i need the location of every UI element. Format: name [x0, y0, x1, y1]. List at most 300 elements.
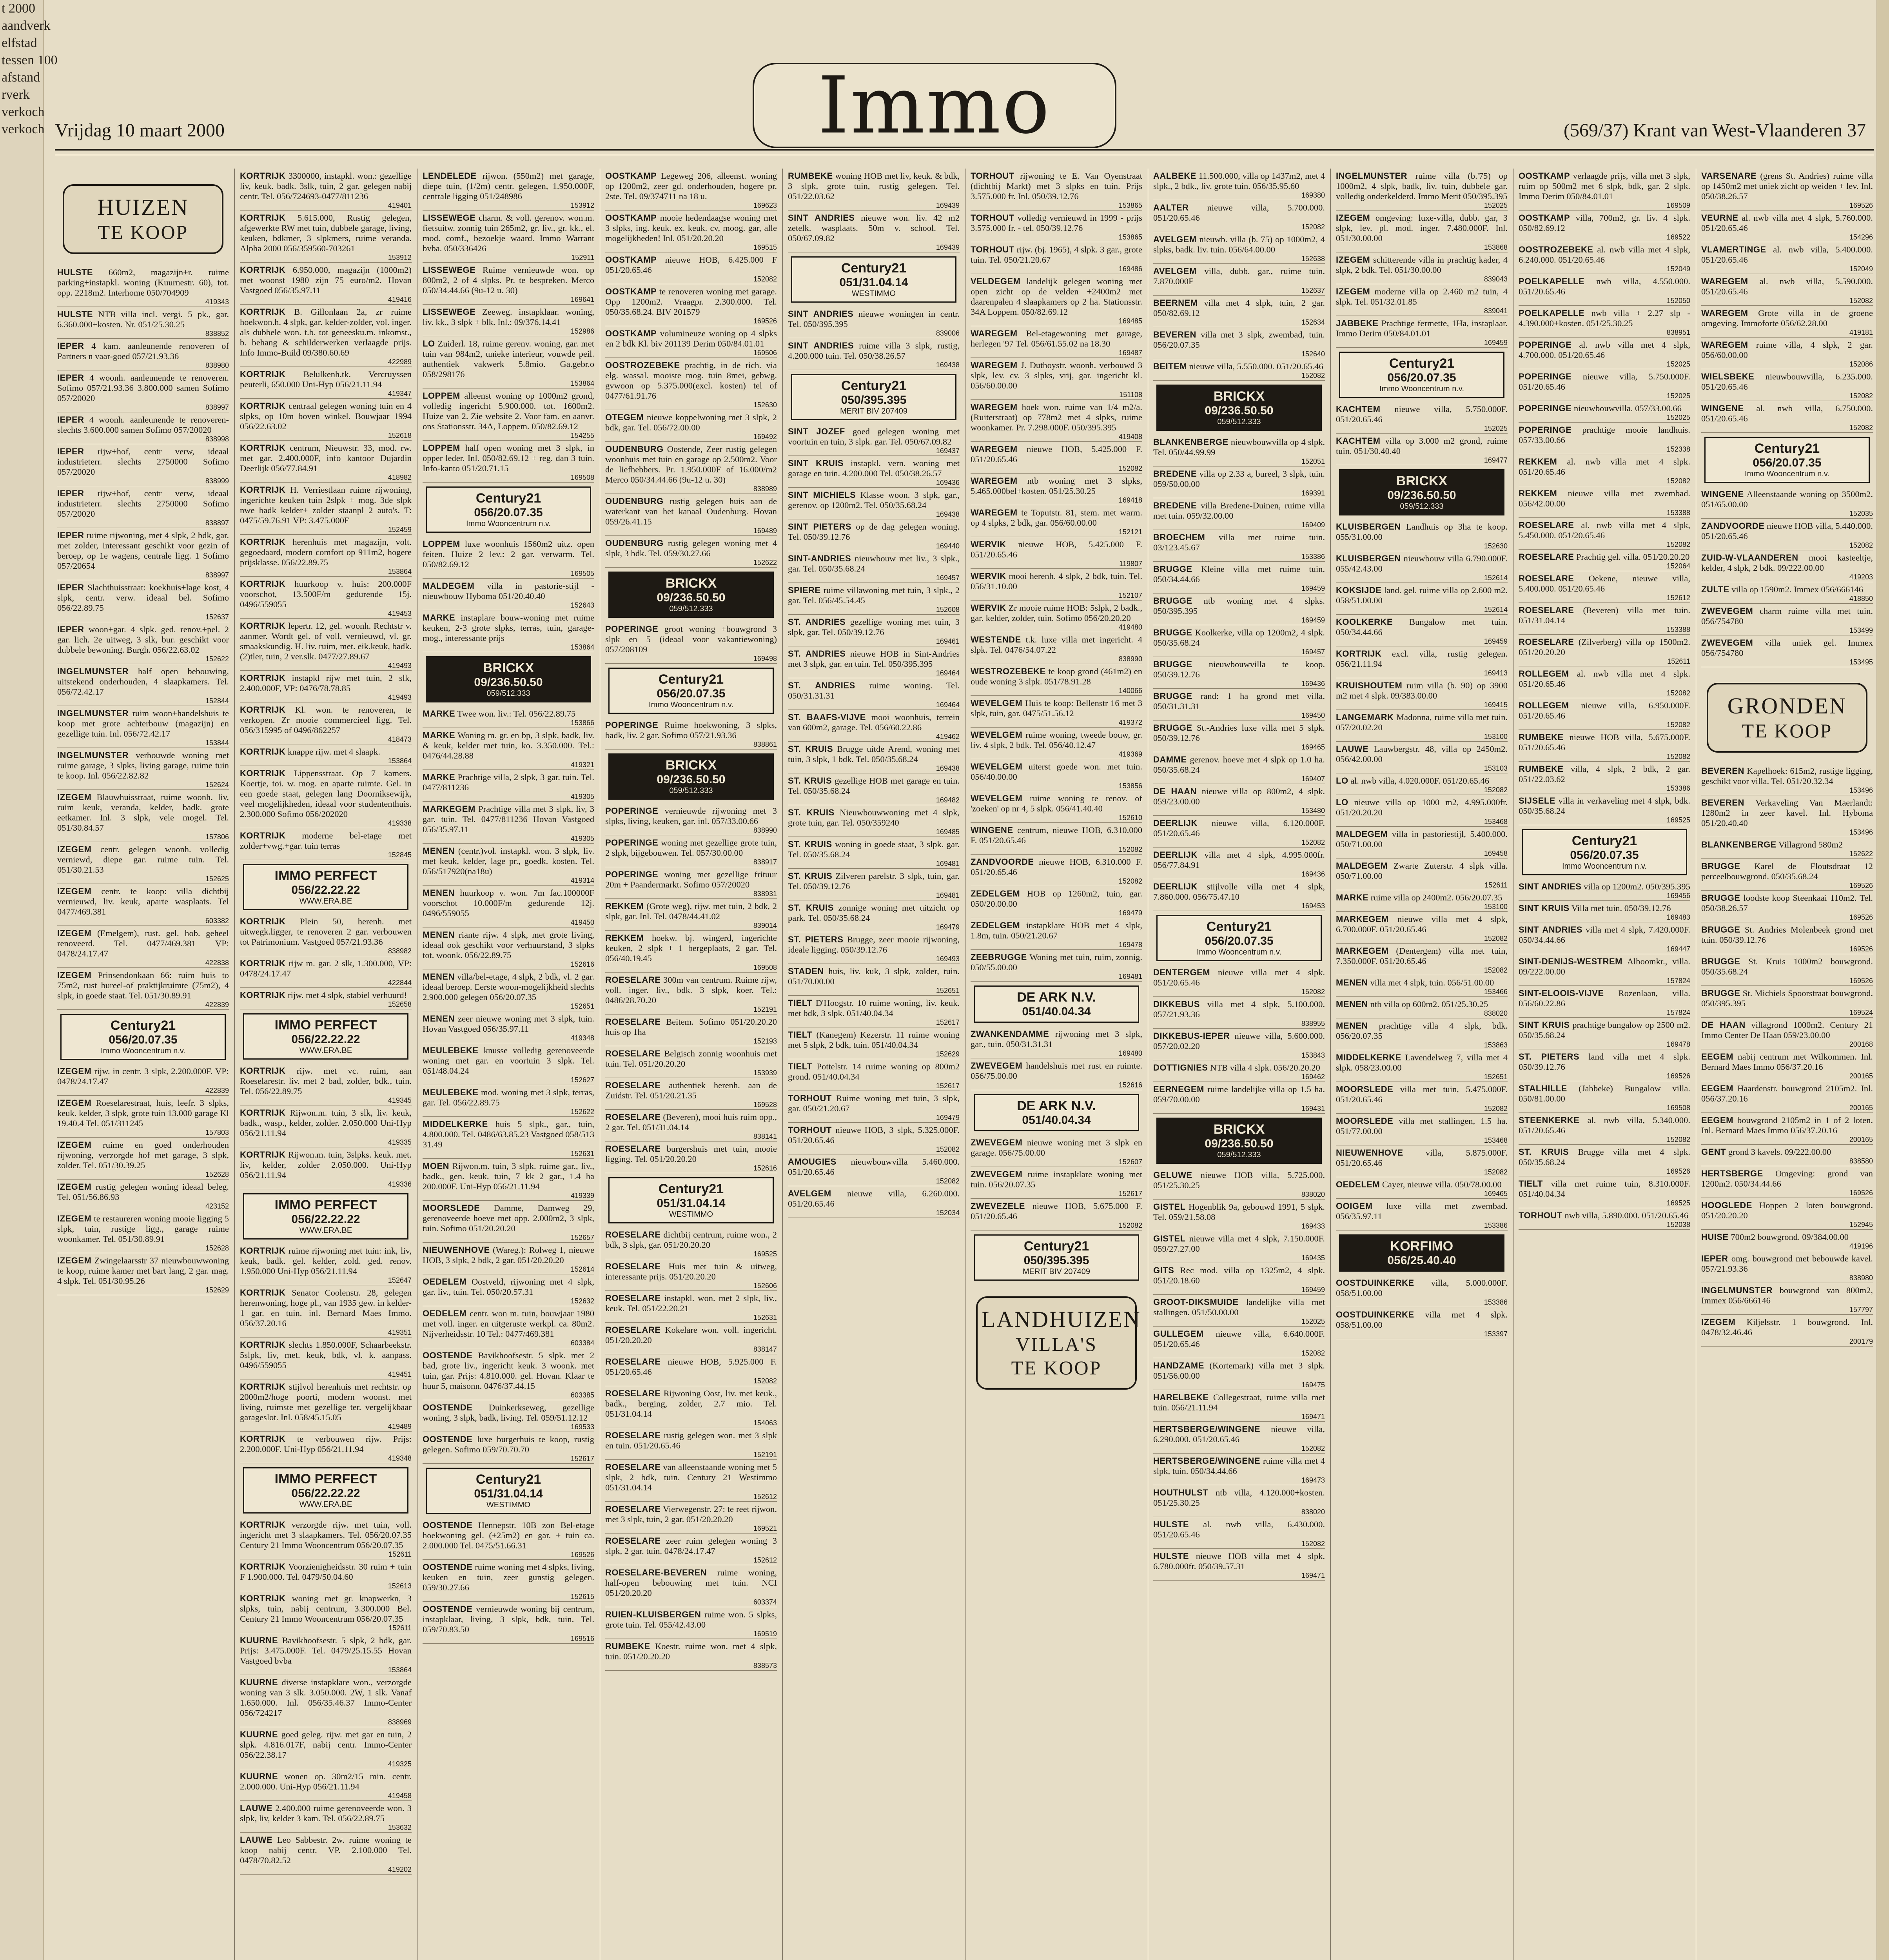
ad-text: huurkoop v. huis: 200.000F voorschot, 13.500F/m gedurende 15j. 0496/559055	[240, 579, 412, 609]
ad-reference: 419369	[1118, 750, 1142, 758]
ad-keyword: INGELMUNSTER	[57, 708, 129, 718]
ad-reference: 153397	[1484, 1330, 1508, 1338]
ad-keyword: KUURNE	[240, 1635, 278, 1645]
ad-keyword: ROESELARE	[1519, 637, 1574, 647]
ad-keyword: DIKKEBUS	[1153, 999, 1200, 1009]
classified-ad	[1336, 211, 1508, 252]
ad-text: verbouwde woning met ruime garage, 3 slpks, living garage, ruime tuin te koop. Inl. 056/22.82.82	[57, 750, 229, 780]
classified-ad	[1701, 306, 1873, 338]
ad-text: Hogenblik 9a, gebouwd 1991, 5 slpk. Tel. 059/21.58.08	[1153, 1202, 1325, 1222]
classified-ad	[1701, 891, 1873, 922]
ad-reference: 153386	[1484, 1298, 1508, 1306]
ad-text: huis, liv. kuk, 3 slpk, zolder, tuin. 051/70.00.00	[788, 966, 960, 986]
ad-keyword: SINT KRUIS	[1519, 1020, 1570, 1030]
adjacent-page-fragment	[0, 0, 58, 1960]
ad-reference: 152651	[570, 1002, 594, 1010]
ad-text: NTB villa incl. vergi. 5 pk., gar. 6.360.000+kosten. Nr. 051/25.30.25	[57, 309, 229, 329]
ad-text: nieuwe villa, 6.950.000F. 051/20.65.46	[1519, 701, 1690, 720]
ad-keyword: TORHOUT	[971, 245, 1014, 254]
ad-keyword: MEULEBEKE	[423, 1045, 479, 1055]
ad-keyword: INGELMUNSTER	[57, 666, 129, 676]
ad-text: centrum, nieuwe HOB, 6.310.000 F. 051/20.65.46	[971, 825, 1142, 845]
ad-reference: 419401	[388, 201, 412, 209]
classified-ad	[423, 1400, 594, 1432]
ad-reference: 169521	[753, 1524, 777, 1532]
ad-text: te Toputstr. 81, stem. met warm. op 4 slpks, 2 bdk, gar. 056/60.00.00	[971, 508, 1143, 528]
agency-logo-century21	[1522, 829, 1687, 875]
classified-ad	[240, 1633, 412, 1675]
ad-text: prachtige mooie landhuis. 057/33.00.66	[1519, 425, 1690, 445]
ad-reference: 152082	[753, 1377, 777, 1385]
classified-ad	[1701, 401, 1873, 433]
ad-reference: 419305	[570, 793, 594, 800]
ad-reference: 152121	[1118, 528, 1142, 536]
ad-reference: 418473	[388, 735, 412, 743]
classified-ad	[57, 1138, 229, 1180]
ad-reference: 152647	[388, 1276, 412, 1284]
classified-ad	[240, 828, 412, 860]
ad-text: ruime villa (b.'75) op 1000m2, 4 slpk, badk, liv. tuin, dubbele gar. volledig onderkelderd. Immo Merit 050/395.395	[1336, 171, 1508, 201]
classified-ad	[240, 1147, 412, 1189]
section-header-line: HUIZEN	[97, 194, 189, 220]
ad-keyword: POPERINGE	[605, 838, 659, 848]
ad-reference: 169473	[1301, 1476, 1325, 1484]
classified-ad	[1701, 338, 1873, 369]
ad-text: gezellige HOB met garage en tuin. Tel. 050/35.68.24	[788, 776, 960, 796]
ad-keyword: LISSEWEGE	[423, 265, 476, 275]
ad-keyword: KOOLKERKE	[1336, 617, 1393, 627]
ad-keyword: OOIGEM	[1336, 1201, 1373, 1211]
ad-text: nabij centrum met Wilkommen. Inl. Bernard Maes Immo 056/37.20.16	[1701, 1052, 1873, 1072]
ad-reference: 153866	[570, 719, 594, 727]
ad-reference: 152049	[1666, 265, 1690, 273]
ad-text: bouwgrond 2105m2 in 1 of 2 loten. Inl. Bernard Maes Immo 056/37.20.16	[1701, 1115, 1873, 1135]
ad-reference: 152628	[205, 1244, 229, 1252]
classified-ad	[971, 1135, 1142, 1167]
ad-text: landelijke villa met stallingen. 051/50.00.00	[1153, 1297, 1325, 1317]
section-header-gronden	[1707, 683, 1867, 753]
classified-ad	[788, 900, 960, 932]
ad-keyword: OTEGEM	[605, 412, 644, 422]
agency-logo-brand: IMMO PERFECT	[274, 1198, 377, 1212]
ad-text: bouwgrond van 800m2, Immex 056/666146	[1701, 1285, 1873, 1305]
ad-keyword: KUURNE	[240, 1730, 278, 1739]
classified-ad	[240, 766, 412, 828]
ad-reference: 152025	[1301, 1318, 1325, 1325]
ad-text: nieuwe villa met zwembad. 056/42.00.00	[1519, 488, 1690, 508]
ad-text: Duinkerkseweg, gezellige woning, 3 slpk, badk, living. Tel. 059/51.12.12	[423, 1403, 594, 1423]
ad-keyword: HERTSBERGE/WINGENE	[1153, 1424, 1261, 1434]
classified-ad	[57, 307, 229, 339]
classified-ad	[1519, 571, 1690, 603]
ad-text: nieuwe villa, 5.600.000. 057/20.02.20	[1153, 1031, 1325, 1051]
ad-keyword: BRUGGE	[1153, 723, 1192, 733]
ad-text: ruime woning, half-open bebouwing met tuin. NCI 051/20.20.20	[605, 1568, 777, 1598]
classified-ad	[1336, 827, 1508, 858]
ad-text: nieuwe villa op 1000 m2, 4.995.000fr. 051/20.20.20	[1336, 797, 1508, 817]
classified-ad	[57, 265, 229, 307]
ad-keyword: ZEDELGEM	[971, 889, 1020, 898]
ad-reference: 152082	[1301, 838, 1325, 846]
classified-ad	[240, 1338, 412, 1379]
ad-keyword: MOORSLEDE	[423, 1203, 480, 1213]
ad-text: Woning met tuin, ruim, zonnig. 050/55.00.00	[971, 952, 1142, 972]
classified-ad	[1519, 1018, 1690, 1049]
ad-text: landelijk gelegen woning met open zicht op de velden +2400m2 met daarenpalen 4 slaapkamers op 2 ha. Stationsstr. 34A Loppem. 050/82.69.12	[971, 276, 1142, 317]
ad-keyword: POPERINGE	[605, 720, 659, 730]
classified-ad	[1153, 1358, 1325, 1390]
ad-text: rijwoning te E. Van Oyenstraat (dichtbij Markt) met 3 slpks en tuin. Prijs 3.575.000 fr. Inl. 050/39.12.76	[971, 171, 1142, 201]
classified-ad	[1701, 487, 1873, 519]
section-header-landhuizen	[976, 1296, 1141, 1390]
ad-reference: 153868	[1484, 243, 1508, 251]
ad-reference: 169433	[1301, 1222, 1325, 1230]
ad-keyword: ROESELARE	[605, 1144, 661, 1154]
ad-reference: 169380	[1301, 191, 1325, 199]
ad-keyword: WAREGEM	[971, 476, 1018, 486]
ad-column	[55, 169, 231, 1960]
ad-reference: 169450	[1301, 711, 1325, 719]
ad-reference: 153468	[1484, 1136, 1508, 1144]
ad-text: luxe villa met zwembad. 056/35.97.11	[1336, 1201, 1508, 1221]
agency-logo-sub: 059/512.333	[1217, 417, 1261, 426]
ad-keyword: ROESELARE	[605, 1293, 661, 1303]
classified-ad	[1153, 1060, 1325, 1082]
ad-text: nieuwe HOB, 6.425.000 F 051/20.65.46	[605, 255, 777, 275]
ad-reference: 603385	[570, 1391, 594, 1399]
ad-text: Koestr. ruime won. met 4 slpk, tuin. 051/20.20.20	[605, 1641, 777, 1661]
agency-logo-brand: Century21	[475, 1472, 541, 1487]
adjacent-page-text: afstand	[2, 70, 40, 85]
classified-ad	[1153, 232, 1325, 264]
classified-ad	[1701, 859, 1873, 891]
classified-ad	[1701, 1283, 1873, 1315]
ad-reference: 419493	[388, 662, 412, 670]
ad-keyword: ZWEVEGEM	[1701, 638, 1753, 648]
ad-reference: 152082	[1118, 846, 1142, 853]
ad-text: rijwoning met 3 slpk, gar., tuin. 050/31.31.31	[971, 1029, 1142, 1049]
classified-ad	[423, 1085, 594, 1117]
ad-keyword: MOORSLEDE	[1336, 1084, 1394, 1094]
ad-reference: 169438	[936, 764, 960, 772]
agency-logo-sub: 059/512.333	[1400, 502, 1444, 511]
ad-text: villa op 2.33 a, bureel, 3 slpk, tuin. 059/50.00.00	[1153, 469, 1325, 489]
classified-ad	[240, 1063, 412, 1105]
ad-keyword: OOSTROZEBEKE	[1519, 245, 1593, 254]
ad-reference: 169509	[1666, 201, 1690, 209]
ad-keyword: RUMBEKE	[788, 171, 833, 181]
ad-text: centr. te koop: villa dichtbij vernieuwd, liv. keuk, aparte wasplaats. Tel 0477/469.381	[57, 886, 229, 916]
agency-logo-sub: Immo Wooncentrum n.v.	[101, 1047, 185, 1055]
ad-reference: 151108	[1119, 391, 1142, 399]
ad-text: ruime villa, 4 slpk, 2 gar. 056/60.00.00	[1701, 340, 1873, 360]
classified-ad	[240, 169, 412, 211]
ad-keyword: ROESELARE	[605, 1112, 661, 1122]
ad-reference: 169464	[936, 701, 960, 709]
ad-reference: 169418	[1118, 496, 1142, 504]
agency-logo-deark	[974, 1094, 1139, 1131]
ad-keyword: INGELMUNSTER	[57, 750, 129, 760]
classified-ad	[1153, 435, 1325, 466]
ad-reference: 419453	[388, 610, 412, 617]
ad-keyword: KORTRIJK	[240, 1246, 286, 1256]
ad-keyword: OEDELEM	[423, 1277, 467, 1287]
ad-text: villa, dubb. gar., ruime tuin. 7.870.000F	[1153, 266, 1325, 286]
agency-logo-brand: IMMO PERFECT	[274, 868, 377, 883]
classified-ad	[1701, 582, 1873, 604]
ad-text: Beitem. Sofimo 051/20.20.20 huis op 1ha	[605, 1017, 777, 1037]
classified-ad	[1519, 1145, 1690, 1176]
classified-ad	[605, 1046, 777, 1078]
ad-reference: 419325	[388, 1760, 412, 1768]
ad-keyword: BLANKENBERGE	[1701, 840, 1776, 849]
ad-keyword: IEPER	[57, 624, 84, 634]
ad-text: luxe burgerhuis te koop, rustig gelegen. Sofimo 059/70.70.70	[423, 1434, 594, 1454]
ad-text: volumineuze woning op 4 slpks en 2 bdk Kl. biv 201139 Derim 050/84.01.01	[605, 328, 777, 348]
agency-logo-tel: 056/20.07.35	[474, 506, 543, 519]
classified-ad	[423, 1243, 594, 1274]
ad-text: D'Hoogstr. 10 ruime woning, liv. keuk. met bdk, 3 slpk. 051/40.04.34	[788, 998, 960, 1018]
agency-logo-brand: Century21	[658, 1181, 724, 1196]
classified-ad	[605, 718, 777, 750]
ad-keyword: KORTRIJK	[240, 916, 286, 926]
classified-ad	[57, 339, 229, 370]
ad-keyword: OOSTKAMP	[605, 287, 657, 296]
ad-text: Belgisch zonnig woonhuis met tuin. Tel. 051/20.20.20	[605, 1049, 777, 1069]
classified-ad	[240, 671, 412, 702]
ad-reference: 152082	[1301, 1445, 1325, 1452]
classified-ad	[1153, 359, 1325, 381]
ad-text: Blauwhuisstraat, ruime woonh. liv, ruim keuk, veranda, kelder, badk. grote eetkamer. Inl. 3 slpk, vele mogel. Tel. 051/30.84.57	[57, 792, 229, 833]
ad-keyword: BEITEM	[1153, 361, 1187, 371]
ad-text: rijwon. (550m2) met garage, diepe tuin, (1/2m) centr. gelegen, 1.950.000F, centrale ligging 051/248986	[423, 171, 595, 201]
agency-logo-brand: BRICKX	[665, 576, 717, 591]
classified-ad	[971, 569, 1142, 601]
agency-logo-century21_westimmo	[426, 1468, 591, 1514]
ad-reference: 169508	[570, 474, 594, 481]
agency-logo-tel: 09/236.50.50	[657, 591, 726, 604]
classified-ad	[788, 932, 960, 964]
ad-reference: 169457	[1301, 648, 1325, 656]
ad-text: nieuwe villa, 5.750.000F. 051/20.65.46	[1336, 404, 1508, 424]
classified-ad	[971, 400, 1142, 442]
ad-reference: 152617	[936, 1018, 960, 1026]
ad-keyword: HOUTHULST	[1153, 1488, 1209, 1497]
agency-logo-sub: Immo Wooncentrum n.v.	[1379, 385, 1464, 393]
ad-text: al. nwb villa met 4 slpk, 6.240.000. 051/20.65.46	[1519, 245, 1690, 265]
ad-keyword: IEPER	[57, 530, 84, 540]
ad-keyword: DE HAAN	[1701, 1020, 1746, 1030]
ad-keyword: ROESELARE	[605, 1536, 661, 1546]
ad-text: villa met ruime tuin, 8.310.000F. 051/40.04.34	[1519, 1179, 1690, 1199]
classified-ad	[605, 1354, 777, 1386]
classified-ad	[1701, 1018, 1873, 1049]
ad-reference: 838999	[205, 477, 229, 485]
ad-reference: 838990	[1118, 655, 1142, 663]
classified-ad	[240, 1801, 412, 1833]
classified-ad	[1519, 454, 1690, 486]
classified-ad	[423, 1011, 594, 1043]
ad-text: nieuwe HOB villa, 5.725.000. 051/25.30.25	[1153, 1170, 1325, 1190]
ad-reference: 152082	[1301, 1349, 1325, 1357]
ad-keyword: KORTRIJK	[240, 485, 286, 495]
ad-keyword: ROESELARE	[605, 1462, 661, 1472]
classified-ad	[1153, 625, 1325, 657]
classified-ad	[605, 1078, 777, 1110]
ad-reference: 152612	[753, 1556, 777, 1564]
ad-keyword: ROESELARE	[1519, 520, 1574, 530]
ad-reference: 153912	[570, 201, 594, 209]
ad-reference: 152643	[570, 601, 594, 609]
ad-keyword: IZEGEM	[57, 1256, 92, 1265]
ad-reference: 153912	[388, 254, 412, 261]
classified-ad	[605, 1607, 777, 1639]
ad-keyword: SINT ANDRIES	[1519, 925, 1582, 935]
ad-keyword: LAUWE	[1336, 744, 1369, 754]
ad-reference: 200165	[1849, 1104, 1873, 1112]
ad-keyword: ST. KRUIS	[788, 744, 833, 754]
classified-ad	[1153, 466, 1325, 498]
classified-ad	[1336, 944, 1508, 975]
classified-ad	[971, 505, 1142, 537]
ad-keyword: GELUWE	[1153, 1170, 1192, 1180]
ad-column	[1151, 169, 1327, 1960]
ad-keyword: BRUGGE	[1701, 988, 1740, 998]
classified-ad	[1336, 1018, 1508, 1050]
ad-keyword: INGELMUNSTER	[1336, 171, 1407, 181]
classified-ad	[971, 632, 1142, 664]
classified-ad	[1519, 518, 1690, 550]
agency-logo-brand: Century21	[841, 261, 907, 276]
classified-ad	[57, 580, 229, 622]
ad-reference: 169533	[570, 1423, 594, 1431]
ad-keyword: DENTERGEM	[1153, 967, 1210, 977]
ad-text: nieuwe villa met 4 slpk, 6.700.000F. 051/20.65.46	[1336, 914, 1508, 934]
ad-text: Legeweg 206, alleenst. woning op 1200m2, zeer gd. onderhouden, hogere pr. 2ste. Tel. 09/374711 na 18 u.	[605, 171, 777, 201]
ad-text: 3300000, instapkl. won.: gezellige liv, keuk. badk. 3slk, tuin, 2 gar. gelegen nabij centr. Tel. 056/724693-0477/811236	[240, 171, 412, 201]
ad-keyword: ST. PIETERS	[788, 935, 844, 944]
ad-keyword: TORHOUT	[971, 171, 1014, 181]
ad-keyword: WEVELGEM	[971, 793, 1023, 803]
ad-text: nieuwbouw met liv., 3 slpk., gar. Tel. 050/35.68.24	[788, 554, 960, 573]
classified-ad	[788, 519, 960, 551]
ad-keyword: KORTRIJK	[240, 537, 286, 547]
ad-text: Landhuis op 3ha te koop. 055/31.00.00	[1336, 522, 1508, 542]
classified-ad	[971, 211, 1142, 242]
ad-text: Woning m. gr. en bp, 3 slpk, badk, liv. & keuk, kelder met tuin, ko. 3.350.000. Tel.: 0476/44.28.88	[423, 730, 595, 760]
ad-reference: 153386	[1666, 784, 1690, 792]
agency-logo-century21_merit	[974, 1234, 1139, 1281]
ad-reference: 200165	[1849, 1072, 1873, 1080]
ad-column	[786, 169, 962, 1960]
classified-ad	[1519, 793, 1690, 825]
classified-ad	[240, 1559, 412, 1591]
ad-keyword: OOSTENDE	[423, 1434, 473, 1444]
ad-text: nieuwbouwvilla op 4 slpk. Tel. 050/44.99.99	[1153, 437, 1325, 457]
ad-reference: 152050	[1666, 297, 1690, 305]
agency-logo-brand: Century21	[658, 672, 724, 687]
classified-ad	[788, 169, 960, 211]
ad-reference: 838951	[1666, 328, 1690, 336]
ad-keyword: WAREGEM	[971, 360, 1018, 370]
ad-reference: 169526	[1849, 977, 1873, 985]
ad-text: knusse volledig gerenoveerde woning met gar. en voortuin 3 slpk. Tel. 051/48.04.24	[423, 1045, 594, 1076]
masthead	[753, 60, 1116, 151]
classified-ad	[605, 1565, 777, 1607]
classified-ad	[971, 537, 1142, 569]
ad-text: ruime instapklare woning met tuin. 056/20.07.35	[971, 1169, 1143, 1189]
ad-keyword: MARKEGEM	[423, 804, 475, 814]
classified-ad	[423, 1348, 594, 1400]
classified-ad	[605, 326, 777, 358]
classified-ad	[971, 1199, 1142, 1230]
ad-text: NTB villa 4 slpk. 056/20.20.20	[1210, 1063, 1320, 1073]
ad-text: al. nwb villa met 4 slpk, 5.760.000. 051/20.65.46	[1701, 213, 1873, 233]
ad-keyword: LISSEWEGE	[423, 213, 476, 223]
ad-reference: 152622	[753, 559, 777, 566]
ad-keyword: NIEUWENHOVE	[423, 1245, 490, 1255]
classified-ad	[57, 444, 229, 486]
ad-keyword: ST. KRUIS	[788, 776, 832, 786]
ad-keyword: VEURNE	[1701, 213, 1738, 223]
ad-reference: 169471	[1301, 1413, 1325, 1421]
ad-text: alleenst woning op 1000m2 grond, volledig ingericht 5.900.000. tot. 1600m2. Huize van 2. Zie website 2. Voor fam. en aanvr. ons Stationsstr. 34A, Loppem. 050/82.69.12	[423, 391, 595, 431]
ad-text: huurkoop v. won. 7m fac.100000F voorschot 10.000F/m gedurende 12j. 0496/559055	[423, 888, 595, 918]
classified-ad	[1701, 519, 1873, 550]
classified-ad	[57, 790, 229, 842]
classified-ad	[1701, 1198, 1873, 1230]
ad-keyword: ST. KRUIS	[1519, 1147, 1569, 1157]
ad-text: stijlvolle villa met 4 slpk, 7.860.000. 056/75.47.10	[1153, 882, 1325, 902]
classified-ad	[605, 169, 777, 211]
ad-text: centrum, Nieuwstr. 33, mod. rw. met gar. 2.400.000F, info kantoor Dujardin Deerlijk 056/77.84.91	[240, 443, 412, 473]
page-binding	[1876, 0, 1889, 1960]
classified-ad	[1701, 635, 1873, 667]
ad-keyword: BRUGGE	[1153, 564, 1192, 574]
ad-text: al. nwb villa met 4 slpk. 051/20.65.46	[1519, 669, 1690, 689]
agency-logo-tel: 09/236.50.50	[1387, 489, 1456, 502]
ad-keyword: MOEN	[423, 1161, 449, 1171]
ad-keyword: TIELT	[788, 1062, 812, 1071]
ad-text: Belulkenh.tk. Vercruyssen peuterli, 650.000 Uni-Hyp 056/21.11.94	[240, 369, 412, 389]
classified-ad	[971, 950, 1142, 982]
ad-text: Karel de Floutsdraat 12 perceelbouwgrond. 050/35.68.24	[1701, 861, 1873, 881]
ad-reference: 152628	[205, 1171, 229, 1178]
classified-ad	[57, 622, 229, 664]
ad-text: Pottelstr. 14 ruime woning op 800m2 grond. 051/40.04.34	[788, 1062, 960, 1082]
ad-text: nieuwb. villa (b. 75) op 1000m2, 4 slpks, badk. liv. tuin. 056/64.00.00	[1153, 234, 1325, 254]
ad-keyword: WINGENE	[1701, 489, 1744, 499]
classified-ad	[1336, 1050, 1508, 1082]
ad-reference: 152617	[936, 1082, 960, 1090]
classified-ad	[971, 1058, 1142, 1090]
ad-keyword: KORTRIJK	[240, 1066, 286, 1076]
agency-logo-tel: 09/236.50.50	[474, 676, 543, 689]
ad-reference: 169519	[753, 1630, 777, 1638]
ad-reference: 153496	[1849, 786, 1873, 794]
ad-text: Ruime hoekwoning, 3 slpks, badk, liv. 2 gar. Sofimo 057/21.93.36	[605, 720, 777, 740]
ad-keyword: WAREGEM	[1701, 340, 1748, 350]
ad-keyword: WAREGEM	[971, 444, 1018, 454]
ad-reference: 152082	[1666, 541, 1690, 548]
ad-reference: 153864	[388, 568, 412, 575]
ad-text: J. Duthoystr. woonh. verbouwd 3 slpk, lev. cv. 3 slpks, vrij, gar. ingericht kl. 056/60.00.00	[971, 360, 1143, 390]
adjacent-page-text: tessen 100	[2, 53, 58, 67]
ad-keyword: ROESELARE	[605, 975, 661, 985]
ad-reference: 152082	[1301, 372, 1325, 379]
ad-text: nieuwbouw villa 6.790.000F. 055/42.43.00	[1336, 554, 1508, 573]
classified-ad	[1153, 1390, 1325, 1422]
